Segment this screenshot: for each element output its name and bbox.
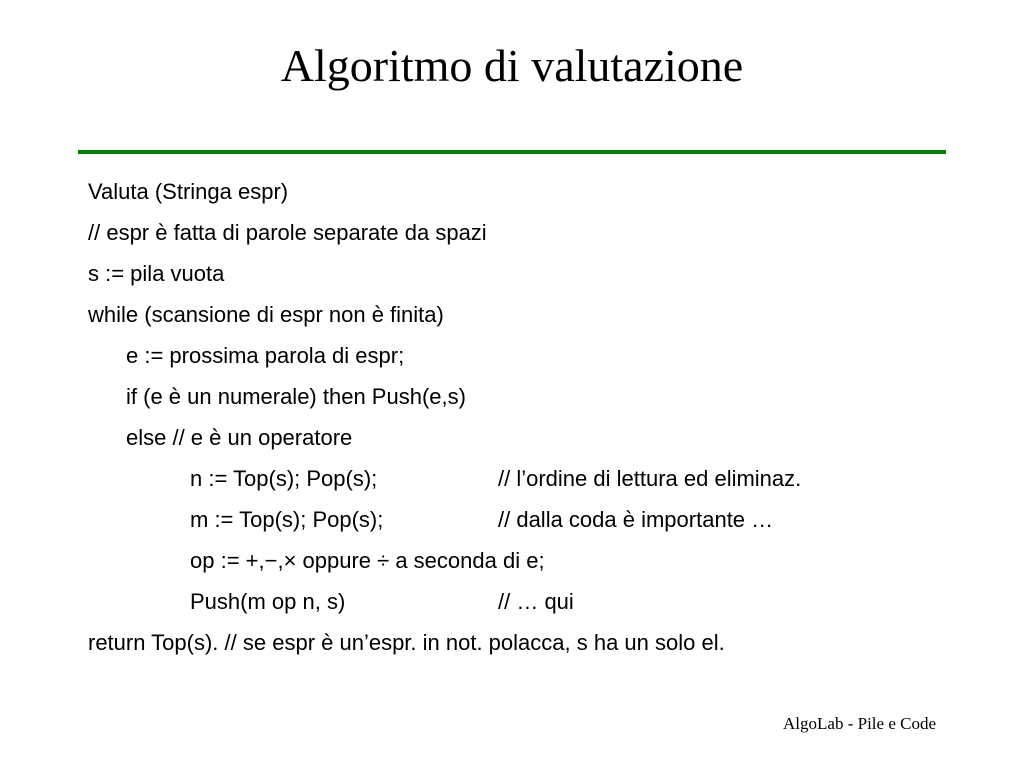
code-text: else // e è un operatore bbox=[126, 425, 353, 450]
code-text: n := Top(s); Pop(s); bbox=[190, 466, 378, 491]
code-line-3 bbox=[88, 256, 988, 297]
code-comment: // … qui bbox=[498, 589, 574, 614]
code-line-7 bbox=[88, 420, 988, 461]
code-line-11 bbox=[88, 584, 988, 625]
code-comment: // dalla coda è importante … bbox=[498, 507, 774, 532]
footer-label: AlgoLab - Pile e Code bbox=[783, 714, 936, 733]
code-line-8 bbox=[88, 461, 988, 502]
code-text: if (e è un numerale) then Push(e,s) bbox=[126, 384, 466, 409]
code-text: Push(m op n, s) bbox=[190, 589, 346, 614]
code-comment: // l’ordine di lettura ed eliminaz. bbox=[498, 466, 802, 491]
code-text: op := +,−,× oppure ÷ a seconda di e; bbox=[190, 548, 545, 573]
title-divider bbox=[78, 150, 946, 154]
code-line-10 bbox=[88, 543, 988, 584]
code-text: Valuta (Stringa espr) bbox=[88, 179, 289, 204]
code-line-2 bbox=[88, 215, 988, 256]
code-line-9 bbox=[88, 502, 988, 543]
slide-title: Algoritmo di valutazione bbox=[280, 40, 744, 91]
code-text: // espr è fatta di parole separate da spazi bbox=[88, 220, 487, 245]
code-line-1 bbox=[88, 174, 988, 215]
code-line-4 bbox=[88, 297, 988, 338]
code-text: s := pila vuota bbox=[88, 261, 225, 286]
code-line-5 bbox=[88, 338, 988, 379]
code-text: while (scansione di espr non è finita) bbox=[88, 302, 444, 327]
code-text: m := Top(s); Pop(s); bbox=[190, 507, 384, 532]
pseudocode-block bbox=[88, 174, 988, 666]
code-line-6 bbox=[88, 379, 988, 420]
code-line-12 bbox=[88, 625, 988, 666]
code-text: return Top(s). // se espr è un’espr. in not. polacca, s ha un solo el. bbox=[88, 630, 725, 655]
code-text: e := prossima parola di espr; bbox=[126, 343, 405, 368]
